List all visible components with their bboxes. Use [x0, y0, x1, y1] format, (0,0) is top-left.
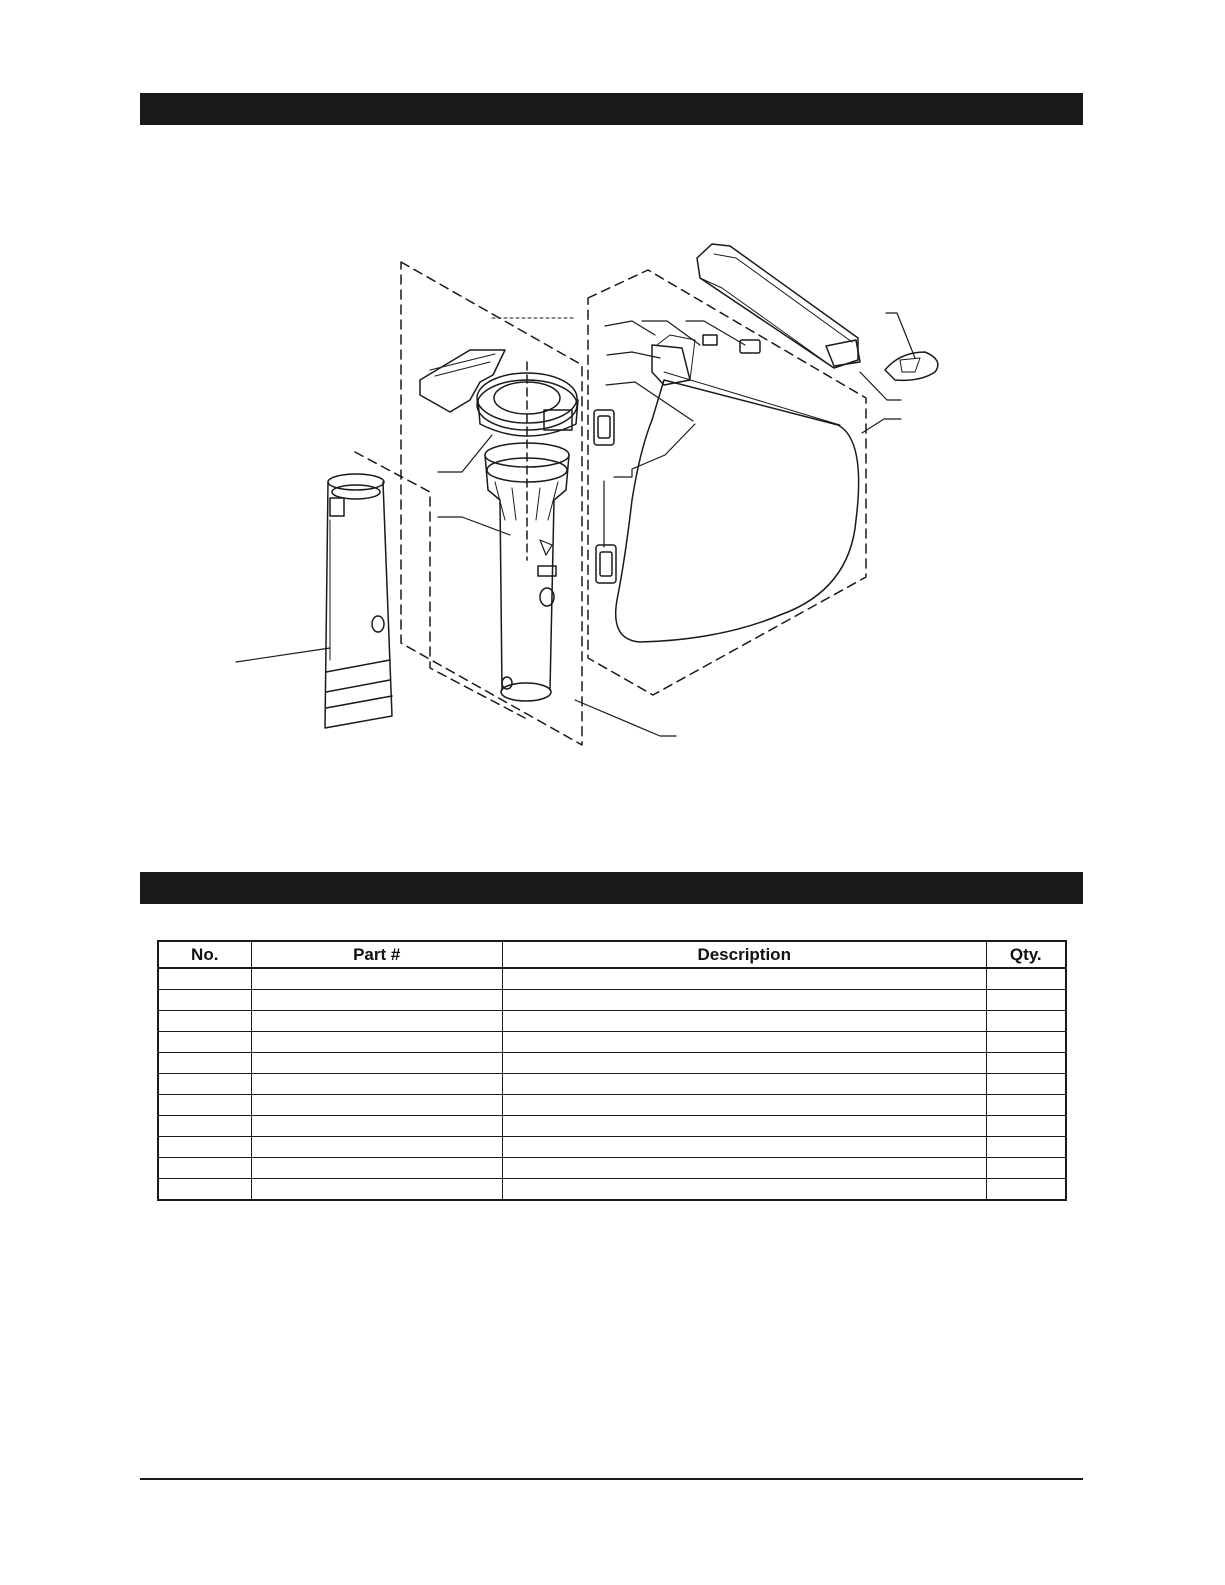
- no-cell: [158, 1179, 251, 1201]
- qty-cell: [986, 1179, 1066, 1201]
- no-cell: [158, 1032, 251, 1053]
- no-cell: [158, 1053, 251, 1074]
- no-cell: [158, 1074, 251, 1095]
- no-cell: [158, 1137, 251, 1158]
- table-row: [158, 990, 1066, 1011]
- impeller-tube: [485, 443, 569, 701]
- description-cell: [502, 1116, 986, 1137]
- description-cell: [502, 1032, 986, 1053]
- table-row: [158, 1053, 1066, 1074]
- description-cell: [502, 1053, 986, 1074]
- table-row: [158, 968, 1066, 990]
- blower-tube: [325, 474, 392, 728]
- description-cell: [502, 990, 986, 1011]
- parts-list-bar: [140, 872, 1083, 904]
- qty-cell: [986, 1011, 1066, 1032]
- part-number-cell: [251, 1074, 502, 1095]
- table-row: [158, 1074, 1066, 1095]
- part-number-cell: [251, 990, 502, 1011]
- description-cell: [502, 1179, 986, 1201]
- nozzle-tip: [885, 352, 938, 380]
- part-number-cell: [251, 1032, 502, 1053]
- bag-clip-upper: [594, 410, 614, 445]
- qty-cell: [986, 990, 1066, 1011]
- qty-cell: [986, 1116, 1066, 1137]
- description-cell: [502, 1095, 986, 1116]
- footer-rule: [140, 1478, 1083, 1480]
- part-number-cell: [251, 968, 502, 990]
- table-row: [158, 1116, 1066, 1137]
- table-row: [158, 1011, 1066, 1032]
- no-cell: [158, 1116, 251, 1137]
- column-header-no: No.: [158, 941, 251, 968]
- part-number-cell: [251, 1158, 502, 1179]
- qty-cell: [986, 1074, 1066, 1095]
- table-row: [158, 1032, 1066, 1053]
- qty-cell: [986, 1053, 1066, 1074]
- switch-cover: [740, 340, 760, 353]
- small-connector: [703, 335, 717, 345]
- description-cell: [502, 968, 986, 990]
- column-header-qty: Qty.: [986, 941, 1066, 968]
- table-header-row: [158, 941, 1066, 968]
- qty-cell: [986, 1137, 1066, 1158]
- qty-cell: [986, 1032, 1066, 1053]
- blower-nozzle: [697, 244, 860, 368]
- callout-leader-lines: [236, 313, 915, 736]
- description-cell: [502, 1011, 986, 1032]
- part-number-cell: [251, 1137, 502, 1158]
- part-number-cell: [251, 1095, 502, 1116]
- part-number-cell: [251, 1179, 502, 1201]
- qty-cell: [986, 968, 1066, 990]
- assembly-group-outline-center: [401, 262, 582, 745]
- table-row: [158, 1137, 1066, 1158]
- description-cell: [502, 1158, 986, 1179]
- bag-clip-lower: [596, 545, 616, 583]
- description-cell: [502, 1074, 986, 1095]
- intake-housing: [420, 318, 578, 436]
- qty-cell: [986, 1095, 1066, 1116]
- column-header-part-number: Part #: [251, 941, 502, 968]
- part-number-cell: [251, 1053, 502, 1074]
- qty-cell: [986, 1158, 1066, 1179]
- no-cell: [158, 1095, 251, 1116]
- no-cell: [158, 968, 251, 990]
- parts-table: [157, 940, 1067, 1201]
- part-number-cell: [251, 1116, 502, 1137]
- collection-bag: [616, 335, 859, 642]
- no-cell: [158, 990, 251, 1011]
- table-row: [158, 1095, 1066, 1116]
- description-cell: [502, 1137, 986, 1158]
- part-number-cell: [251, 1011, 502, 1032]
- table-row: [158, 1158, 1066, 1179]
- no-cell: [158, 1011, 251, 1032]
- table-row: [158, 1179, 1066, 1201]
- no-cell: [158, 1158, 251, 1179]
- column-header-description: Description: [502, 941, 986, 968]
